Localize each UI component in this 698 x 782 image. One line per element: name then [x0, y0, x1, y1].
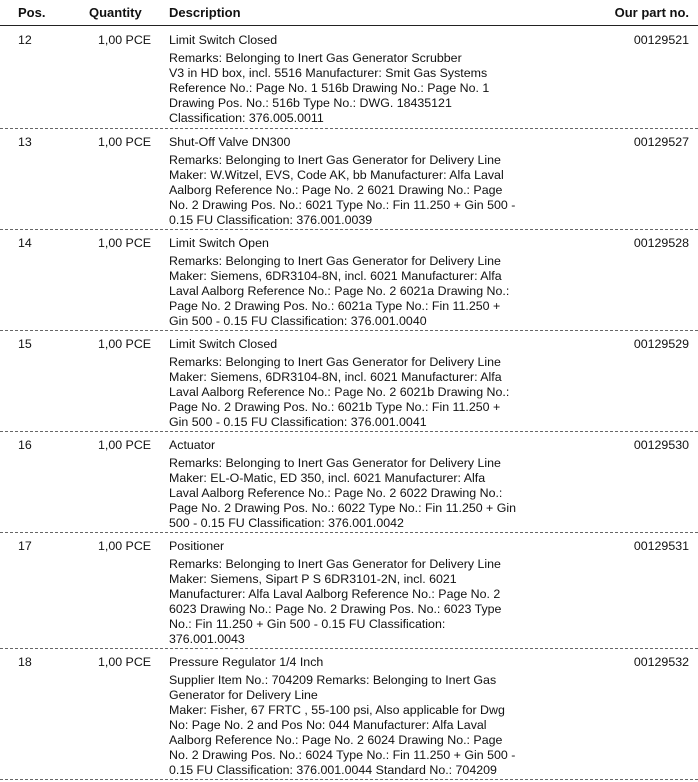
row-pos: 13: [18, 135, 32, 149]
header-description: Description: [169, 5, 241, 20]
row-quantity: 1,00 PCE: [98, 539, 152, 553]
header-quantity: Quantity: [89, 5, 142, 20]
row-quantity: 1,00 PCE: [98, 438, 152, 452]
row-description: Remarks: Belonging to Inert Gas Generator for Delivery Line Maker: Siemens, 6DR3104-8N, incl. 6021 Manufacturer: Alfa Laval Aalborg Reference No.: Page No. 2 6021a Drawing No.: Page No. 2 Drawing Pos. No.: 6021a Type No.: Fin 11.250 + Gin 500 - 0.15 FU Classification: 376.001.0040: [169, 254, 510, 328]
row-pos: 15: [18, 337, 32, 351]
row-pos: 14: [18, 236, 32, 250]
table-row: [0, 230, 698, 331]
row-quantity: 1,00 PCE: [98, 135, 152, 149]
table-row: [0, 649, 698, 780]
row-title: Limit Switch Closed: [169, 33, 278, 47]
row-description: Remarks: Belonging to Inert Gas Generator for Delivery Line Maker: EL-O-Matic, ED 350, incl. 6021 Manufacturer: Alfa Laval Aalborg Reference No.: Page No. 2 6022 Drawing No.: Page No. 2 Drawing Pos. No.: 6022 Type No.: Fin 11.250 + Gin 500 - 0.15 FU Classification: 376.001.0042: [169, 456, 517, 530]
row-title: Actuator: [169, 438, 216, 452]
row-part-no: 00129530: [633, 438, 689, 452]
row-title: Limit Switch Open: [169, 236, 269, 250]
table-row: [0, 129, 698, 230]
row-title: Pressure Regulator 1/4 Inch: [169, 655, 324, 669]
row-quantity: 1,00 PCE: [98, 236, 152, 250]
table-row: [0, 432, 698, 533]
row-part-no: 00129528: [633, 236, 689, 250]
row-title: Limit Switch Closed: [169, 337, 278, 351]
row-description: Remarks: Belonging to Inert Gas Generator for Delivery Line Maker: W.Witzel, EVS, Code AK, bb Manufacturer: Alfa Laval Aalborg Reference No.: Page No. 2 6021 Drawing No.: Page No. 2 Drawing Pos. No.: 6021 Type No.: Fin 11.250 + Gin 500 - 0.15 FU Classification: 376.001.0039: [169, 153, 516, 227]
row-pos: 12: [18, 33, 32, 47]
row-part-no: 00129532: [633, 655, 689, 669]
row-divider: [0, 779, 698, 780]
row-title: Shut-Off Valve DN300: [169, 135, 291, 149]
row-quantity: 1,00 PCE: [98, 337, 152, 351]
row-description: Remarks: Belonging to Inert Gas Generator Scrubber V3 in HD box, incl. 5516 Manufacturer: Smit Gas Systems Reference No.: Page No. 1 516b Drawing No.: Page No. 1 Drawing Pos. No.: 516b Type No.: DWG. 18435121 Classification: 376.005.0011: [169, 51, 490, 125]
row-quantity: 1,00 PCE: [98, 655, 152, 669]
table-row: [0, 533, 698, 649]
row-part-no: 00129531: [633, 539, 689, 553]
table-row: [0, 331, 698, 432]
row-part-no: 00129529: [633, 337, 689, 351]
row-pos: 16: [18, 438, 32, 452]
row-pos: 17: [18, 539, 32, 553]
header-divider: [0, 25, 698, 26]
row-quantity: 1,00 PCE: [98, 33, 152, 47]
row-description: Remarks: Belonging to Inert Gas Generator for Delivery Line Maker: Siemens, 6DR3104-8N, incl. 6021 Manufacturer: Alfa Laval Aalborg Reference No.: Page No. 2 6021b Drawing No.: Page No. 2 Drawing Pos. No.: 6021b Type No.: Fin 11.250 + Gin 500 - 0.15 FU Classification: 376.001.0041: [169, 355, 510, 429]
table-row: [0, 27, 698, 129]
row-title: Positioner: [169, 539, 225, 553]
row-description: Supplier Item No.: 704209 Remarks: Belonging to Inert Gas Generator for Delivery Line Maker: Fisher, 67 FRTC , 55-100 psi, Also applicable for Dwg No: Page No. 2 and Pos No: 044 Manufacturer: Alfa Laval Aalborg Reference No.: Page No. 2 6024 Drawing No.: Page No. 2 Drawing Pos. No.: 6024 Type No.: Fin 11.250 + Gin 500 - 0.15 FU Classification: 376.001.0044 Standard No.: 704209: [169, 673, 516, 777]
row-pos: 18: [18, 655, 32, 669]
header-pos: Pos.: [18, 5, 46, 20]
header-part-no: Our part no.: [614, 5, 689, 20]
row-part-no: 00129527: [633, 135, 689, 149]
row-part-no: 00129521: [633, 33, 689, 47]
table-header: [0, 0, 698, 26]
row-description: Remarks: Belonging to Inert Gas Generator for Delivery Line Maker: Siemens, Sipart P S 6DR3101-2N, incl. 6021 Manufacturer: Alfa Laval Aalborg Reference No.: Page No. 2 6023 Drawing No.: Page No. 2 Drawing Pos. No.: 6023 Type No.: Fin 11.250 + Gin 500 - 0.15 FU Classification: 376.001.0043: [169, 557, 502, 646]
